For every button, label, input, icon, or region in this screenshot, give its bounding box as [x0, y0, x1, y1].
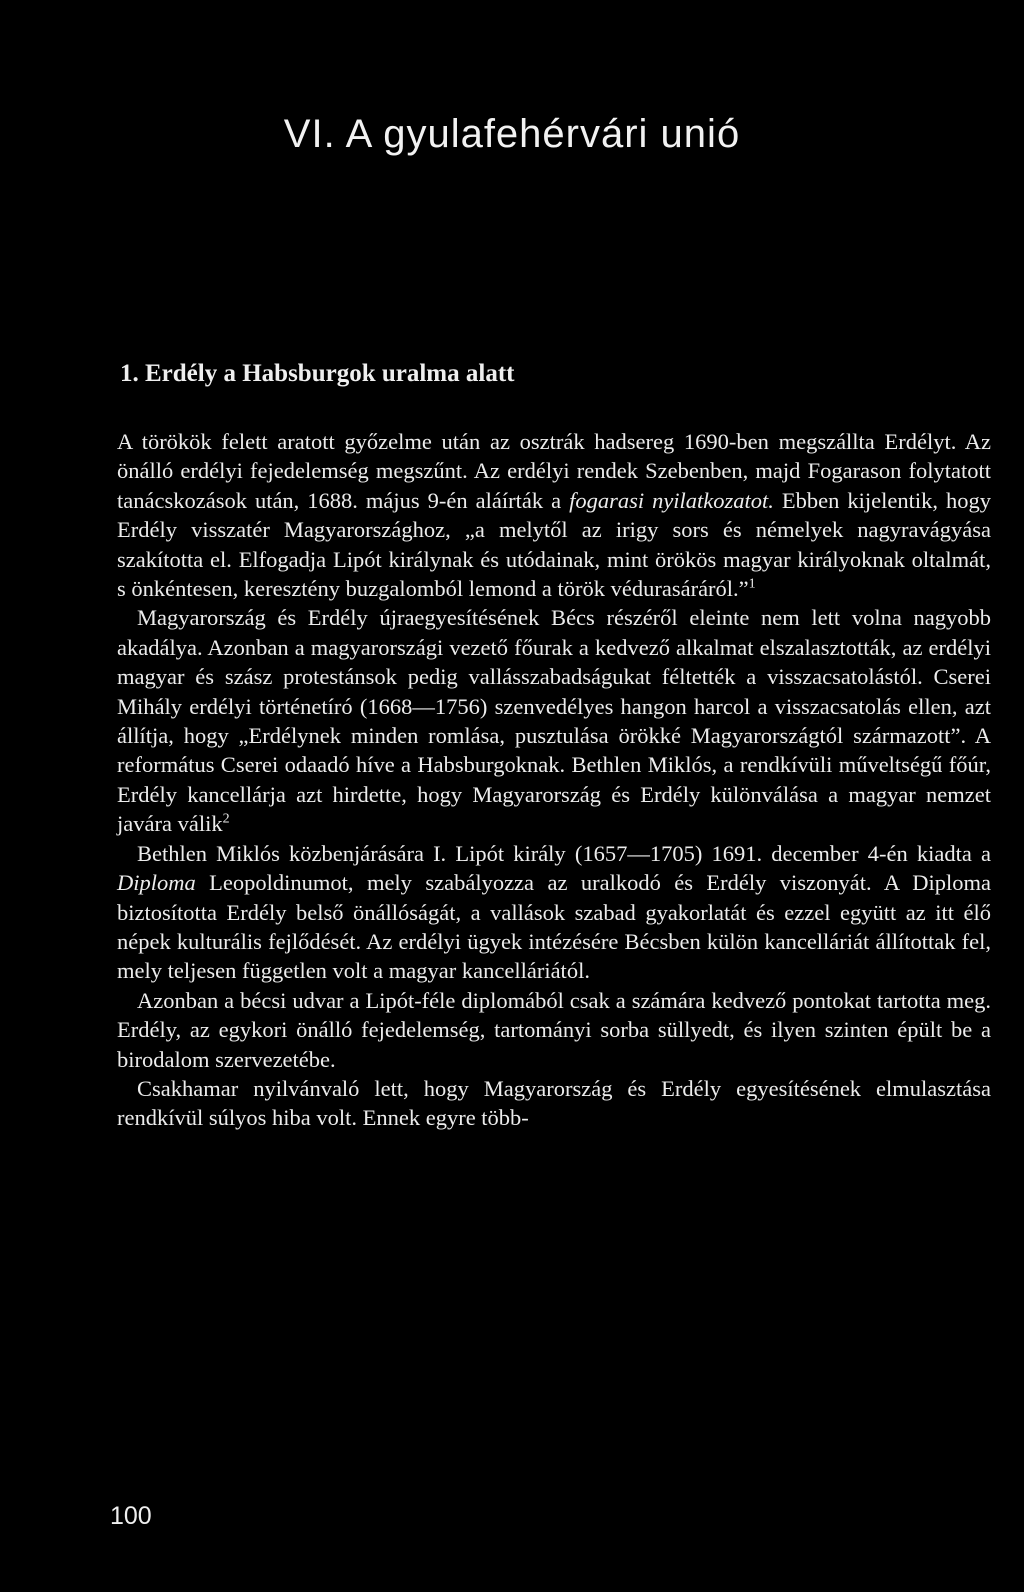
paragraph-1	[117, 427, 991, 603]
page-number: 100	[110, 1502, 152, 1530]
body-text	[117, 427, 991, 1133]
paragraph-3-text: Bethlen Miklós közbenjárására I. Lipót király (1657—1705) 1691. december 4-én kiadta a	[137, 840, 991, 866]
paragraph-3-text-cont: Leopoldinumot, mely szabályozza az uralkodó és Erdély viszonyát. A Diploma biztosította Erdély belső önállóságát, a vallások szabad gyakorlatát és ezzel együtt az itt élő népek kulturális fejlődését. Az erdélyi ügyek intézésére Bécsben külön kancelláriát állítottak fel, mely teljesen független volt a magyar kancelláriától.	[117, 870, 991, 984]
paragraph-5-text: Csakhamar nyilvánvaló lett, hogy Magyarország és Erdély egyesítésének elmulasztása rendkívül súlyos hiba volt. Ennek egyre több-	[117, 1075, 991, 1131]
paragraph-3	[117, 839, 991, 986]
chapter-title: VI. A gyulafehérvári unió	[283, 112, 741, 156]
paragraph-1-text-cont: Ebben kijelentik, hogy Erdély visszatér Magyarországhoz, „a melytől az irigy sors és némelyek nagyravágyása szakította el. Elfogadja Lipót királynak és utódainak, mint örökös magyar királyoknak oltalmát, s önkéntesen, keresztény buzgalomból lemond a török védurasáráról.”	[117, 487, 992, 602]
footnote-ref-1: 1	[748, 576, 756, 592]
paragraph-1-emphasis: fogarasi nyilatkozatot.	[569, 487, 774, 513]
paragraph-3-emphasis: Diploma	[117, 870, 196, 896]
footnote-ref-2: 2	[222, 811, 230, 827]
paragraph-2	[117, 603, 991, 838]
paragraph-4	[117, 986, 991, 1074]
paragraph-4-text: Azonban a bécsi udvar a Lipót-féle diplomából csak a számára kedvező pontokat tartotta meg. Erdély, az egykori önálló fejedelemség, tartományi sorba süllyedt, és ilyen szinten épült be a birodalom szervezetébe.	[117, 987, 991, 1072]
section-heading: 1. Erdély a Habsburgok uralma alatt	[120, 360, 515, 387]
paragraph-2-text: Magyarország és Erdély újraegyesítésének Bécs részéről eleinte nem lett volna nagyobb akadálya. Azonban a magyarországi vezető főurak a kedvező alkalmat elszalasztották, az erdélyi magyar és szász protestánsok pedig vallásszabadságukat féltették a visszacsatolástól. Cserei Mihály erdélyi történetíró (1668—1756) szenvedélyes hangon harcol a visszacsatolás ellen, azt állítja, hogy „Erdélynek minden romlása, pusztulása örökké Magyarországtól származott”. A református Cserei odaadó híve a Habsburgoknak. Bethlen Miklós, a rendkívüli műveltségű főúr, Erdély kancellárja azt hirdette, hogy Magyarország és Erdély különválása a magyar nemzet javára válik	[117, 605, 991, 837]
paragraph-1-text: A törökök felett aratott győzelme után az osztrák hadsereg 1690-ben megszállta Erdélyt. Az önálló erdélyi fejedelemség megszűnt. Az erdélyi rendek Szebenben, majd Fogarason folytatott tanácskozások után, 1688. május 9-én aláírták a	[117, 429, 991, 513]
paragraph-5	[117, 1074, 991, 1133]
